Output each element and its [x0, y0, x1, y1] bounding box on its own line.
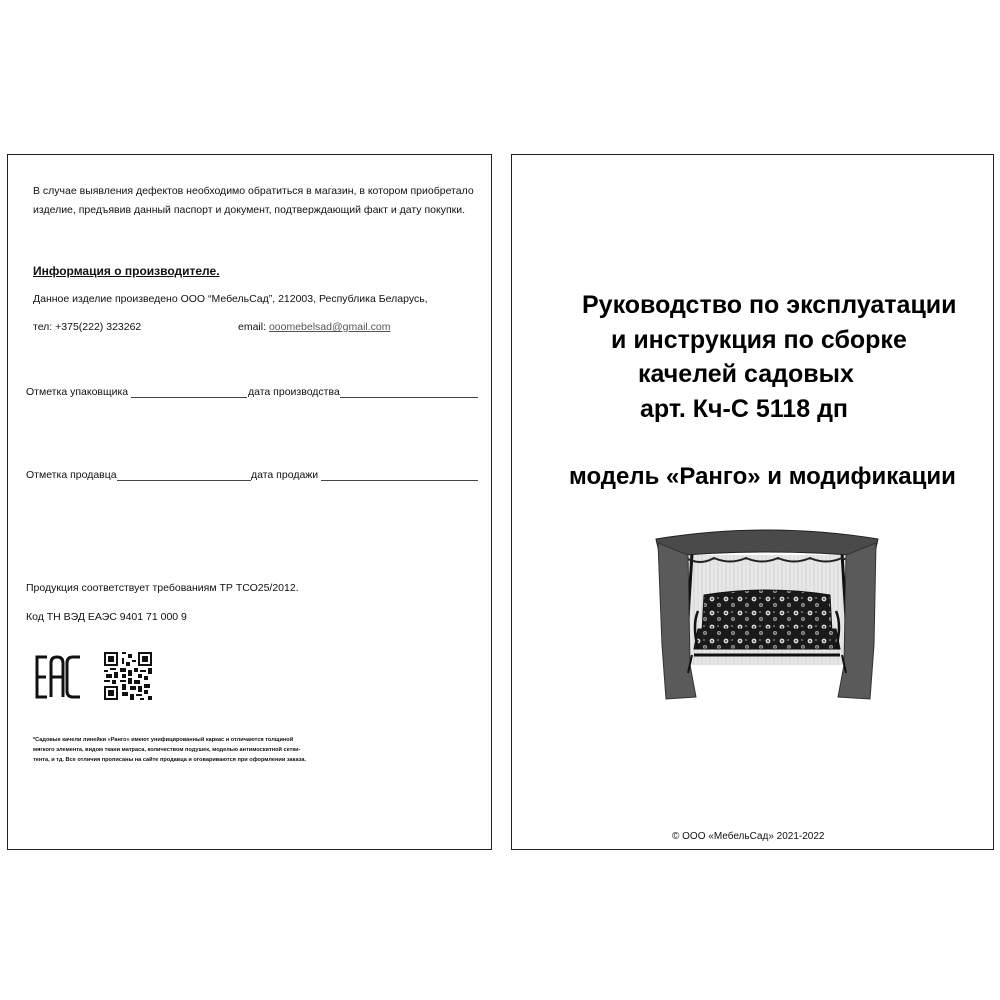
email-label: email: — [238, 321, 267, 333]
production-date-label: дата производства — [248, 386, 340, 398]
copyright-text: © ООО «МебельСад» 2021-2022 — [672, 831, 825, 842]
sale-date-label: дата продажи — [251, 469, 319, 481]
manufacturer-text: Данное изделие произведено ООО “МебельСад”, 212003, Республика Беларусь, — [33, 293, 428, 305]
sale-date-line — [321, 480, 478, 481]
production-date-line — [340, 397, 478, 398]
title-line-2: и инструкция по сборке — [611, 326, 907, 354]
defects-line-2: изделие, предъявив данный паспорт и документ, подтверждающий факт и дату покупки. — [33, 204, 466, 216]
packer-label: Отметка упаковщика — [26, 386, 129, 398]
title-line-4: арт. Кч-С 5118 дп — [640, 395, 849, 423]
title-line-3: качелей садовых — [638, 360, 854, 388]
left-page — [7, 154, 492, 850]
compliance-text: Продукция соответствует требованиям ТР ТСО25/2012. — [26, 582, 299, 594]
tn-ved-code: Код ТН ВЭД ЕАЭС 9401 71 000 9 — [26, 611, 187, 623]
email-row — [238, 321, 391, 333]
eac-mark-icon — [34, 653, 84, 701]
right-page — [511, 154, 994, 850]
footnote-line-1: *Садовые качели линейки «Ранго» имеют унифицированный каркас и отличаются толщиной — [33, 737, 294, 743]
packer-signature-line — [131, 397, 247, 398]
phone-text: тел: +375(222) 323262 — [33, 321, 142, 333]
seller-label: Отметка продавца — [26, 469, 117, 481]
model-line: модель «Ранго» и модификации — [569, 463, 956, 490]
qr-code-icon — [104, 652, 152, 700]
footnote-line-2: мягкого элемента, видом ткани матраса, количеством подушек, моделью антимоскитной сетки- — [33, 747, 301, 753]
manufacturer-heading: Информация о производителе. — [33, 264, 220, 278]
defects-line-1: В случае выявления дефектов необходимо обратиться в магазин, в котором приобретало — [33, 185, 474, 197]
title-line-1: Руководство по эксплуатации — [582, 291, 957, 319]
email-link[interactable]: ooomebelsad@gmail.com — [268, 321, 391, 333]
seller-signature-line — [117, 480, 251, 481]
footnote-line-3: тента, и тд. Все отличия прописаны на сайте продавца и оговариваются при оформлении заказа. — [33, 757, 306, 763]
garden-swing-image — [652, 525, 882, 705]
